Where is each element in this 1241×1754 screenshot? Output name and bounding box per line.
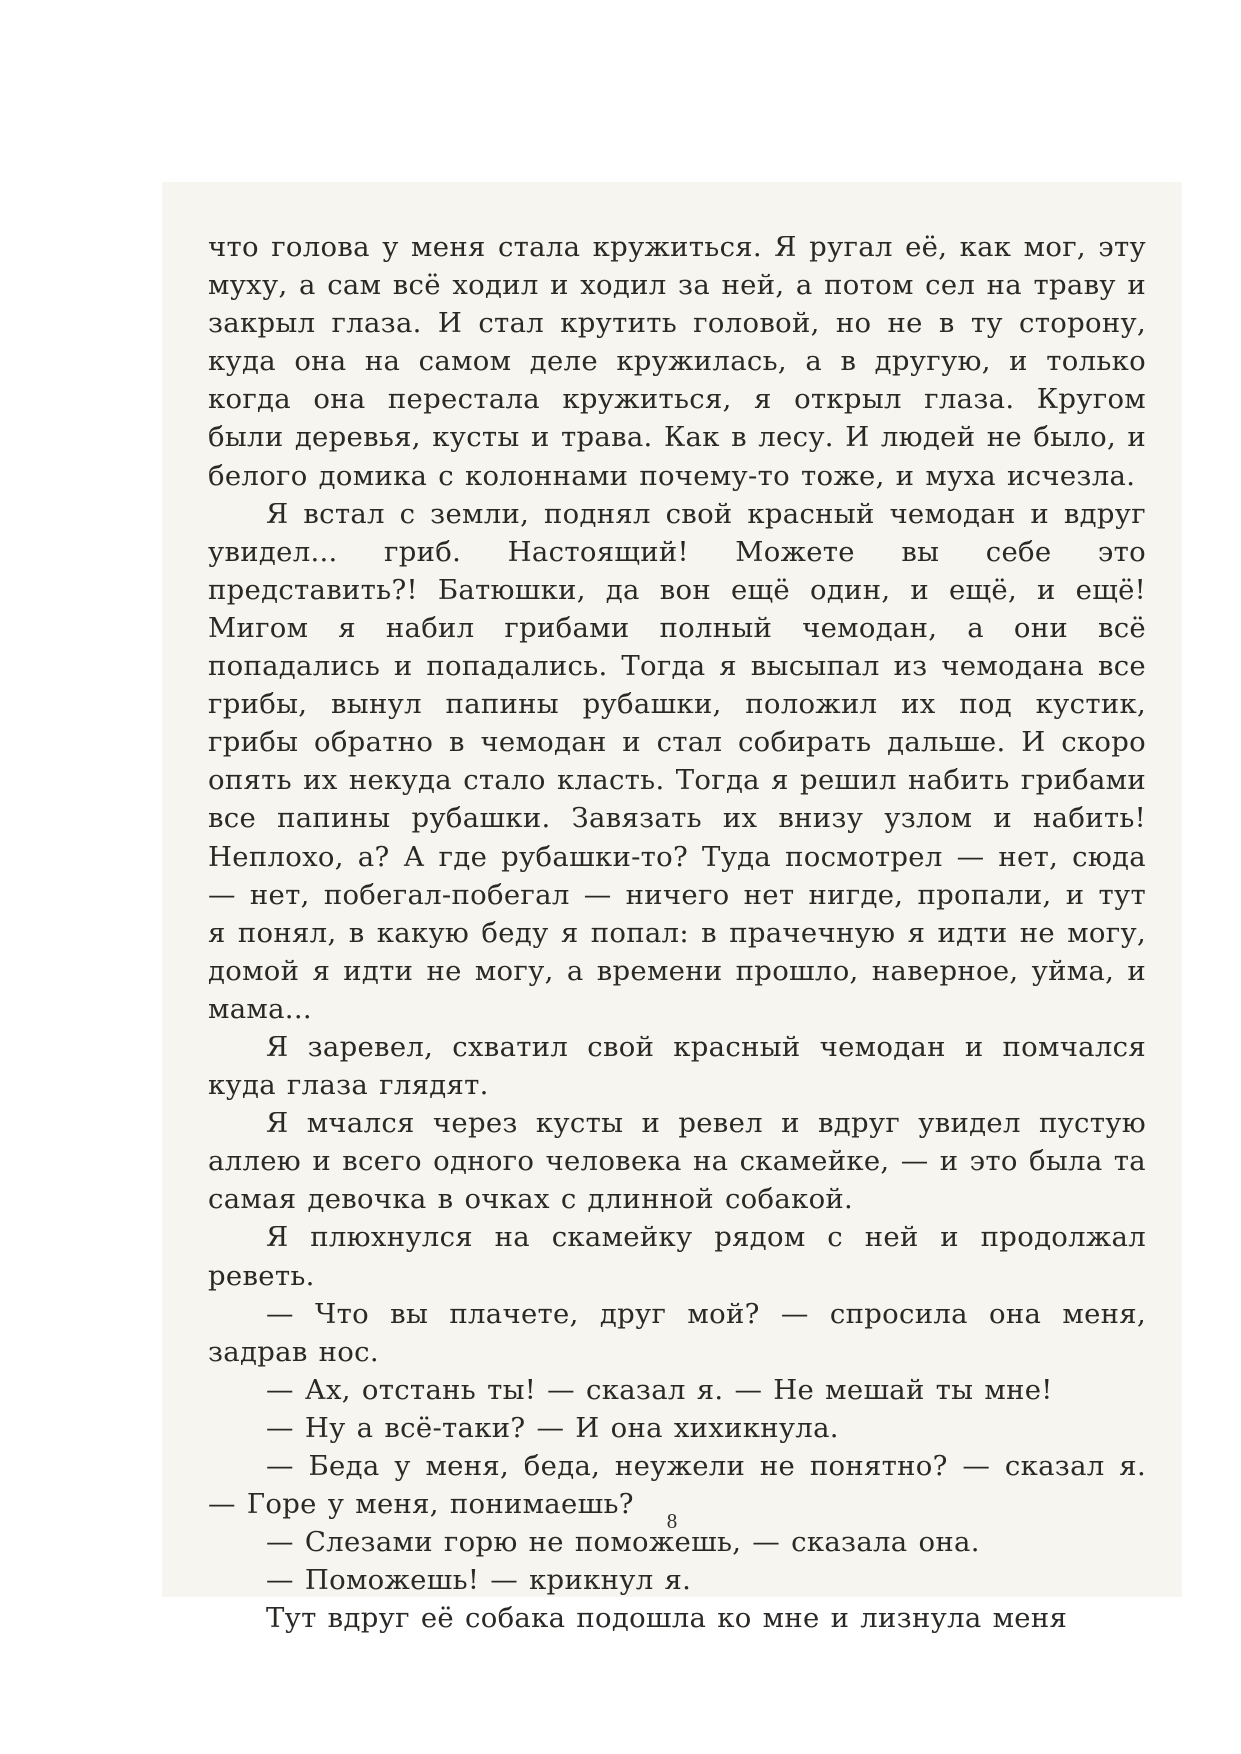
paragraph: Тут вдруг её собака подошла ко мне и лизнула меня <box>266 1602 1068 1635</box>
book-page <box>162 182 1182 1635</box>
page-number: 8 <box>666 1509 678 1533</box>
dialogue-line: — Слезами горю не поможешь, — сказала она. <box>266 1526 980 1559</box>
paragraph: Я плюхнулся на скамейку рядом с ней и продолжал реветь. <box>208 1221 1146 1292</box>
dialogue-line: — Ну а всё-таки? — И она хихикнула. <box>266 1411 839 1444</box>
dialogue-line: — Что вы плачете, друг мой? — спросила она меня, задрав нос. <box>208 1297 1146 1368</box>
dialogue-line: — Поможешь! — крикнул я. <box>266 1564 692 1597</box>
paragraph: Я встал с земли, поднял свой красный чемодан и вдруг увидел... гриб. Настоящий! Можете вы себе это представить?! Батюшки, да вон ещё один, и ещё, и ещё! Мигом я набил грибами полный чемодан, а они всё попадались и попадались. Тогда я высыпал из чемодана все грибы, вынул папины рубашки, положил их под кустик, грибы обратно в чемодан и стал собирать дальше. И скоро опять их некуда стало класть. Тогда я решил набить грибами все папины рубашки. Завязать их внизу узлом и набить! Неплохо, а? А где рубашки-то? Туда посмотрел — нет, сюда — нет, побегал-побегал — ничего нет нигде, пропали, и тут я понял, в какую беду я попал: в прачечную я идти не могу, домой я идти не могу, а времени прошло, наверное, уйма, и мама... <box>208 497 1146 1025</box>
paragraph: что голова у меня стала кружиться. Я ругал её, как мог, эту муху, а сам всё ходил и ходил за ней, а потом сел на траву и закрыл глаза. И стал крутить головой, но не в ту сторону, куда она на самом деле кружилась, а в другую, и только когда она перестала кружиться, я открыл глаза. Кругом были деревья, кусты и трава. Как в лесу. И людей не было, и белого домика с колоннами почему-то тоже, и муха исчезла. <box>208 231 1146 492</box>
page-body-text <box>208 228 1146 1637</box>
dialogue-line: — Ах, отстань ты! — сказал я. — Не мешай ты мне! <box>266 1373 1053 1406</box>
paragraph: Я мчался через кусты и ревел и вдруг увидел пустую аллею и всего одного человека на скамейке, — и это была та самая девочка в очках с длинной собакой. <box>208 1107 1146 1216</box>
dialogue-line: — Беда у меня, беда, неужели не понятно? — сказал я. — Горе у меня, понимаешь? <box>208 1450 1146 1521</box>
paragraph: Я заревел, схватил свой красный чемодан и помчался куда глаза глядят. <box>208 1030 1146 1102</box>
